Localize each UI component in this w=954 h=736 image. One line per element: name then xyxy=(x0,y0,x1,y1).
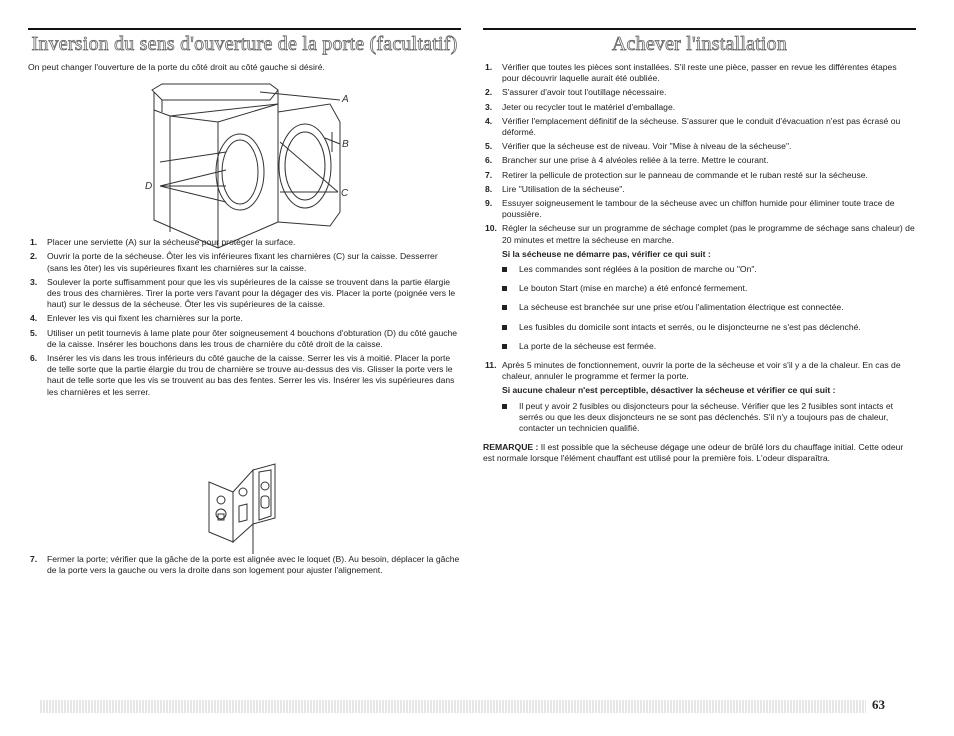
list-item: La porte de la sécheuse est fermée. xyxy=(483,341,916,352)
list-item: 2. S'assurer d'avoir tout l'outillage nécessaire. xyxy=(485,87,667,98)
no-heat-checklist xyxy=(483,401,916,435)
list-item: Le bouton Start (mise en marche) a été enfoncé fermement. xyxy=(483,283,916,294)
list-item: Les commandes sont réglées à la position de marche ou "On". xyxy=(483,264,916,275)
install-steps-list xyxy=(483,62,916,246)
list-item: Il peut y avoir 2 fusibles ou disjoncteurs pour la sécheuse. Vérifier que les 2 fusibles sont intacts et serrés ou que les deux disjoncteurs ne se sont pas déclenchés. S'il n'y a toujours pas de chaleur, contacter un technicien qualifié. xyxy=(483,401,916,435)
label-a: A xyxy=(342,94,349,105)
note-text: Il est possible que la sécheuse dégage une odeur de brûlé lors du chauffage initial. Cette odeur est normale lorsque l'élément chauffant est utilisé pour la première fois. L'odeur disparaîtra. xyxy=(483,442,904,464)
list-item: 4. Enlever les vis qui fixent les charnières sur la porte. xyxy=(30,313,243,324)
section-rule xyxy=(483,28,916,30)
install-step-11 xyxy=(483,360,916,382)
list-item: 3. Soulever la porte suffisamment pour que les vis supérieures de la caisse se trouvent dans la partie élargie des trous des charnières. Tirer la porte vers l'avant pour la dégager des vis. Placer la porte (poignée vers le haut) sur le dessus de la sécheuse. Ôter les vis supérieures de la caisse. xyxy=(30,276,456,310)
list-item: 1. Placer une serviette (A) sur la sécheuse pour protéger la surface. xyxy=(30,237,296,248)
label-b: B xyxy=(342,139,349,150)
section-title-door-reversal: Inversion du sens d'ouverture de la porte (facultatif) xyxy=(31,33,458,55)
list-item: 1. Vérifier que toutes les pièces sont installées. S'il reste une pièce, passer en revue les différentes étapes pour découvrir laquelle aurait été oubliée. xyxy=(485,62,897,84)
intro-text: On peut changer l'ouverture de la porte du côté droit au côté gauche si désiré. xyxy=(28,62,325,72)
door-steps-list xyxy=(28,237,461,398)
section-rule xyxy=(28,28,461,30)
list-item: 11. Après 5 minutes de fonctionnement, ouvrir la porte de la sécheuse et voir s'il y a de la chaleur. En cas de chaleur, annuler le programme et fermer la porte. xyxy=(485,360,901,382)
hinge-figure xyxy=(205,462,285,554)
list-item: 7. Retirer la pellicule de protection sur le panneau de commande et le ruban resté sur la sécheuse. xyxy=(485,169,868,180)
list-item: 6. Brancher sur une prise à 4 alvéoles reliée à la terre. Mettre le courant. xyxy=(485,155,769,166)
list-item: 3. Jeter ou recycler tout le matériel d'emballage. xyxy=(485,101,676,112)
right-column xyxy=(483,28,916,465)
label-d: D xyxy=(145,181,153,192)
list-item: 8. Lire "Utilisation de la sécheuse". xyxy=(485,183,625,194)
no-heat-heading: Si aucune chaleur n'est perceptible, désactiver la sécheuse et vérifier ce qui suit : xyxy=(502,385,836,396)
list-item: 10. Régler la sécheuse sur un programme de séchage complet (pas le programme de séchage sans chaleur) de 20 minutes et mettre la sécheuse en marche. xyxy=(485,223,915,245)
note-label: REMARQUE : xyxy=(483,442,539,453)
list-item: 7. Fermer la porte; vérifier que la gâche de la porte est alignée avec le loquet (B). Au besoin, déplacer la gâche de la porte vers la gauche ou vers la droite dans son logement pour ajuster l'alignement. xyxy=(30,554,460,576)
list-item: Les fusibles du domicile sont intacts et serrés, ou le disjoncteurne ne s'est pas déclenché. xyxy=(483,322,916,333)
no-start-heading: Si la sécheuse ne démarre pas, vérifier ce qui suit : xyxy=(502,248,711,259)
section-title-finish-install: Achever l'installation xyxy=(611,33,788,55)
dryer-door-figure xyxy=(140,82,360,254)
door-step-7 xyxy=(28,554,461,579)
footer-bar xyxy=(40,700,866,713)
list-item: 5. Utiliser un petit tournevis à lame plate pour ôter soigneusement 4 bouchons d'obturation (D) du côté gauche de la caisse. Insérer les bouchons dans les trous de charnière du côté droit de la caisse. xyxy=(30,327,458,349)
list-item: 6. Insérer les vis dans les trous inférieurs du côté gauche de la caisse. Serrer les vis à moitié. Placer la porte de telle sorte que la partie élargie du trou de charnière se trouve au-dessus des vis. Glisser la porte vers le haut de telle sorte que les vis se trouvent au bas des fentes. Serrer les vis. Insérer les vis supérieures dans les charnières et les serrer. xyxy=(30,353,455,397)
label-c: C xyxy=(341,188,349,199)
list-item: 9. Essuyer soigneusement le tambour de la sécheuse avec un chiffon humide pour éliminer toute trace de poussière. xyxy=(485,198,895,220)
no-start-checklist xyxy=(483,264,916,352)
list-item: 2. Ouvrir la porte de la sécheuse. Ôter les vis inférieures fixant les charnières (C) sur la caisse. Desserrer (sans les ôter) les vis supérieures fixant les charnières sur la caisse. xyxy=(30,251,438,273)
list-item: La sécheuse est branchée sur une prise et/ou l'alimentation électrique est connectée. xyxy=(483,302,916,313)
page-number: 63 xyxy=(872,697,885,712)
note-paragraph xyxy=(483,442,916,464)
list-item: 4. Vérifier l'emplacement définitif de la sécheuse. S'assurer que le conduit d'évacuation n'est pas écrasé ou déformé. xyxy=(485,115,901,138)
list-item: 5. Vérifier que la sécheuse est de niveau. Voir "Mise à niveau de la sécheuse". xyxy=(485,141,792,152)
